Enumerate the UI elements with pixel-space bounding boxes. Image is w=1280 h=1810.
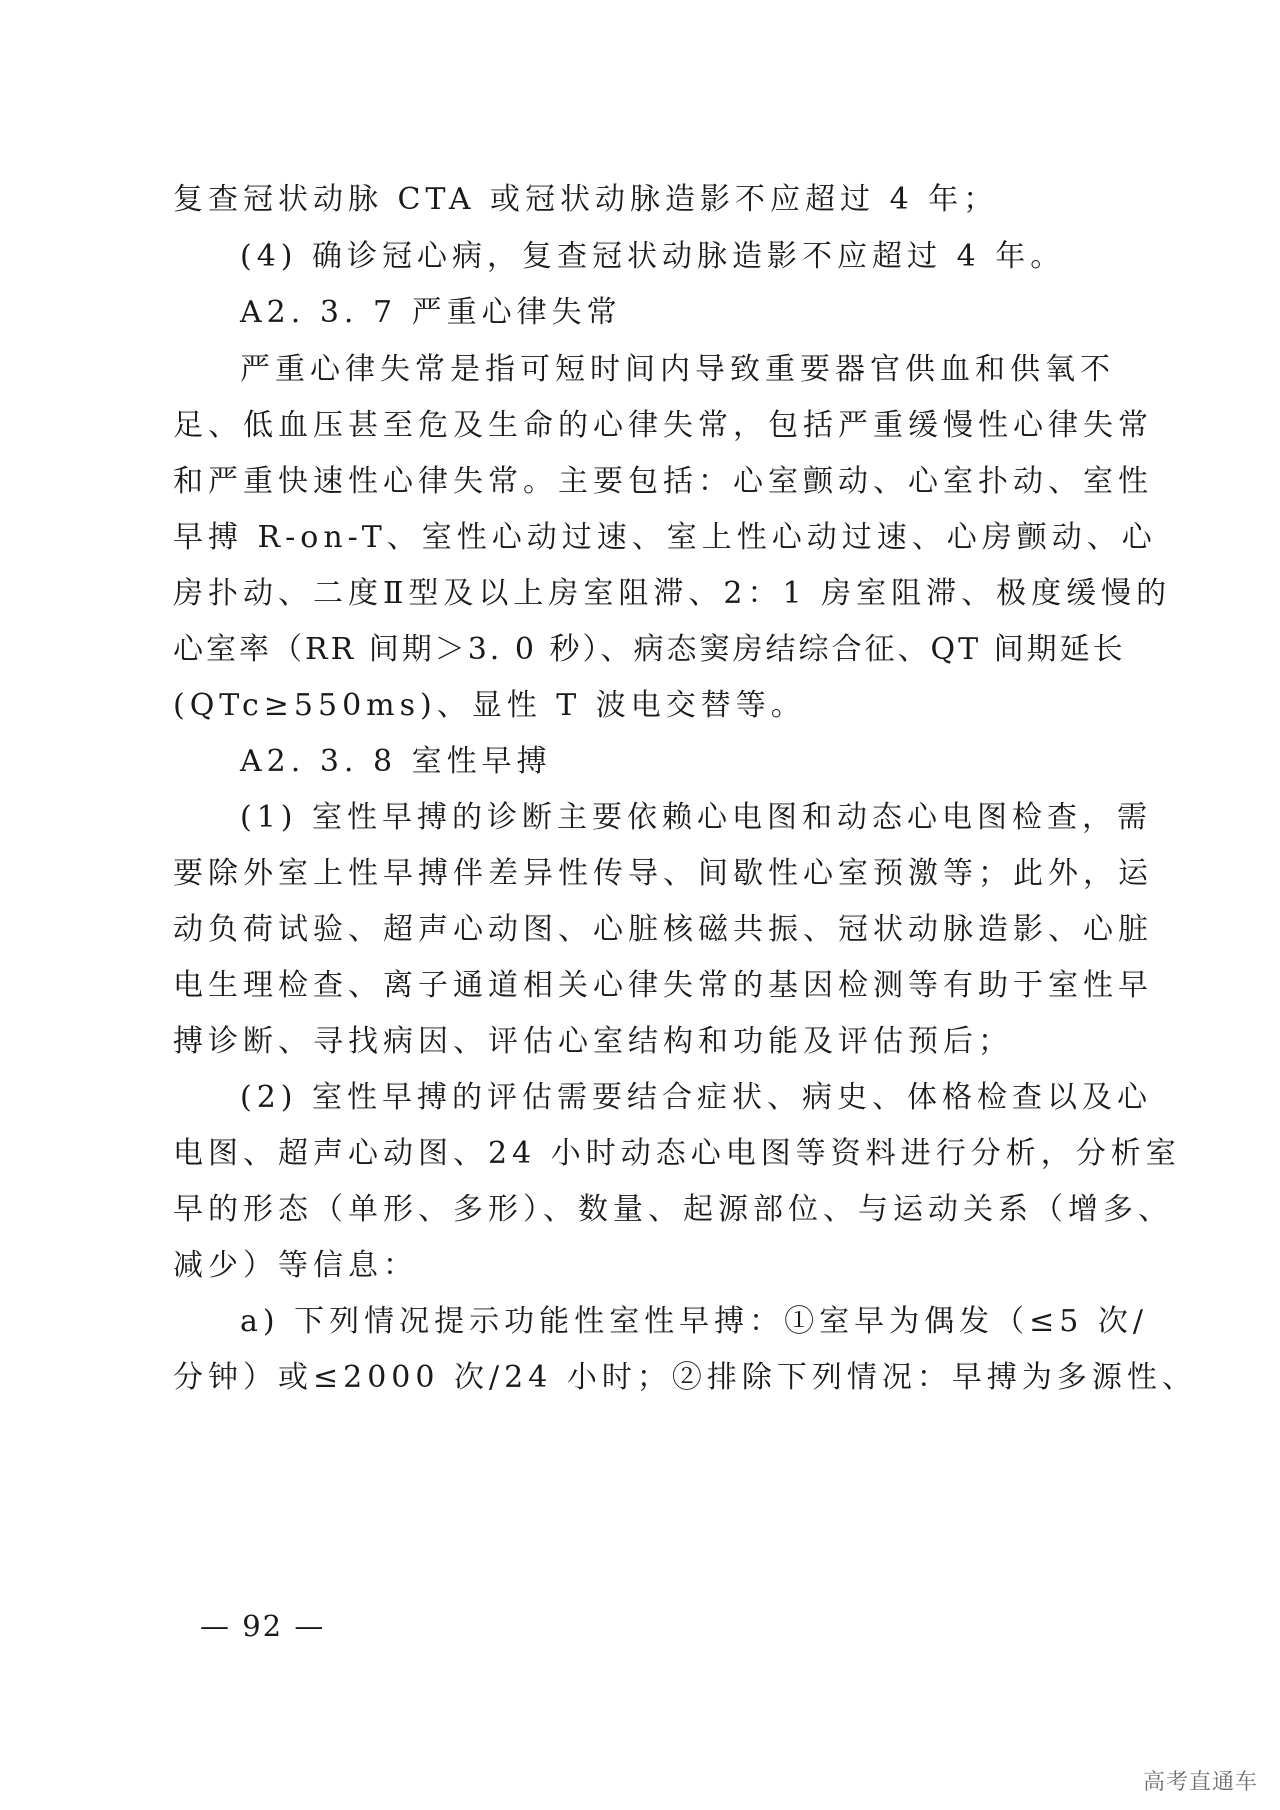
text-line: 要除外室上性早搏伴差异性传导、间歇性心室预激等；此外，运 — [173, 856, 1153, 891]
text-line: (4) 确诊冠心病，复查冠状动脉造影不应超过 4 年。 — [240, 239, 1066, 274]
section-heading: A2. 3. 8 室性早搏 — [240, 744, 552, 779]
text-line: 动负荷试验、超声心动图、心脏核磁共振、冠状动脉造影、心脏 — [173, 912, 1153, 947]
page-number: — 92 — — [200, 1609, 326, 1643]
section-heading: A2. 3. 7 严重心律失常 — [240, 295, 622, 330]
text-line: 分钟）或≤2000 次/24 小时；②排除下列情况：早搏为多源性、 — [173, 1360, 1197, 1395]
watermark: 高考直通车 — [1142, 1770, 1258, 1795]
text-line: 减少）等信息： — [173, 1248, 418, 1283]
text-line: 心室率（RR 间期＞3. 0 秒）、病态窦房结综合征、QT 间期延长 — [173, 632, 1126, 667]
text-line: 复查冠状动脉 CTA 或冠状动脉造影不应超过 4 年； — [173, 182, 999, 217]
text-line: (2) 室性早搏的评估需要结合症状、病史、体格检查以及心 — [240, 1080, 1153, 1115]
text-line: 和严重快速性心律失常。主要包括：心室颤动、心室扑动、室性 — [173, 464, 1153, 499]
text-line: 早搏 R-on-T、室性心动过速、室上性心动过速、心房颤动、心 — [173, 520, 1157, 555]
text-line: 严重心律失常是指可短时间内导致重要器官供血和供氧不 — [240, 352, 1115, 387]
text-line: 足、低血压甚至危及生命的心律失常，包括严重缓慢性心律失常 — [173, 408, 1153, 443]
text-line: 早的形态（单形、多形）、数量、起源部位、与运动关系（增多、 — [173, 1192, 1173, 1227]
text-line: 房扑动、二度Ⅱ型及以上房室阻滞、2：1 房室阻滞、极度缓慢的 — [173, 576, 1172, 611]
text-line: (QTc≥550ms)、显性 T 波电交替等。 — [173, 688, 806, 723]
text-line: a) 下列情况提示功能性室性早搏：①室早为偶发（≤5 次/ — [240, 1304, 1148, 1339]
text-line: 电生理检查、离子通道相关心律失常的基因检测等有助于室性早 — [173, 968, 1153, 1003]
text-line: 搏诊断、寻找病因、评估心室结构和功能及评估预后； — [173, 1024, 1013, 1059]
text-line: 电图、超声心动图、24 小时动态心电图等资料进行分析，分析室 — [173, 1136, 1181, 1171]
text-line: (1) 室性早搏的诊断主要依赖心电图和动态心电图检查，需 — [240, 800, 1153, 835]
